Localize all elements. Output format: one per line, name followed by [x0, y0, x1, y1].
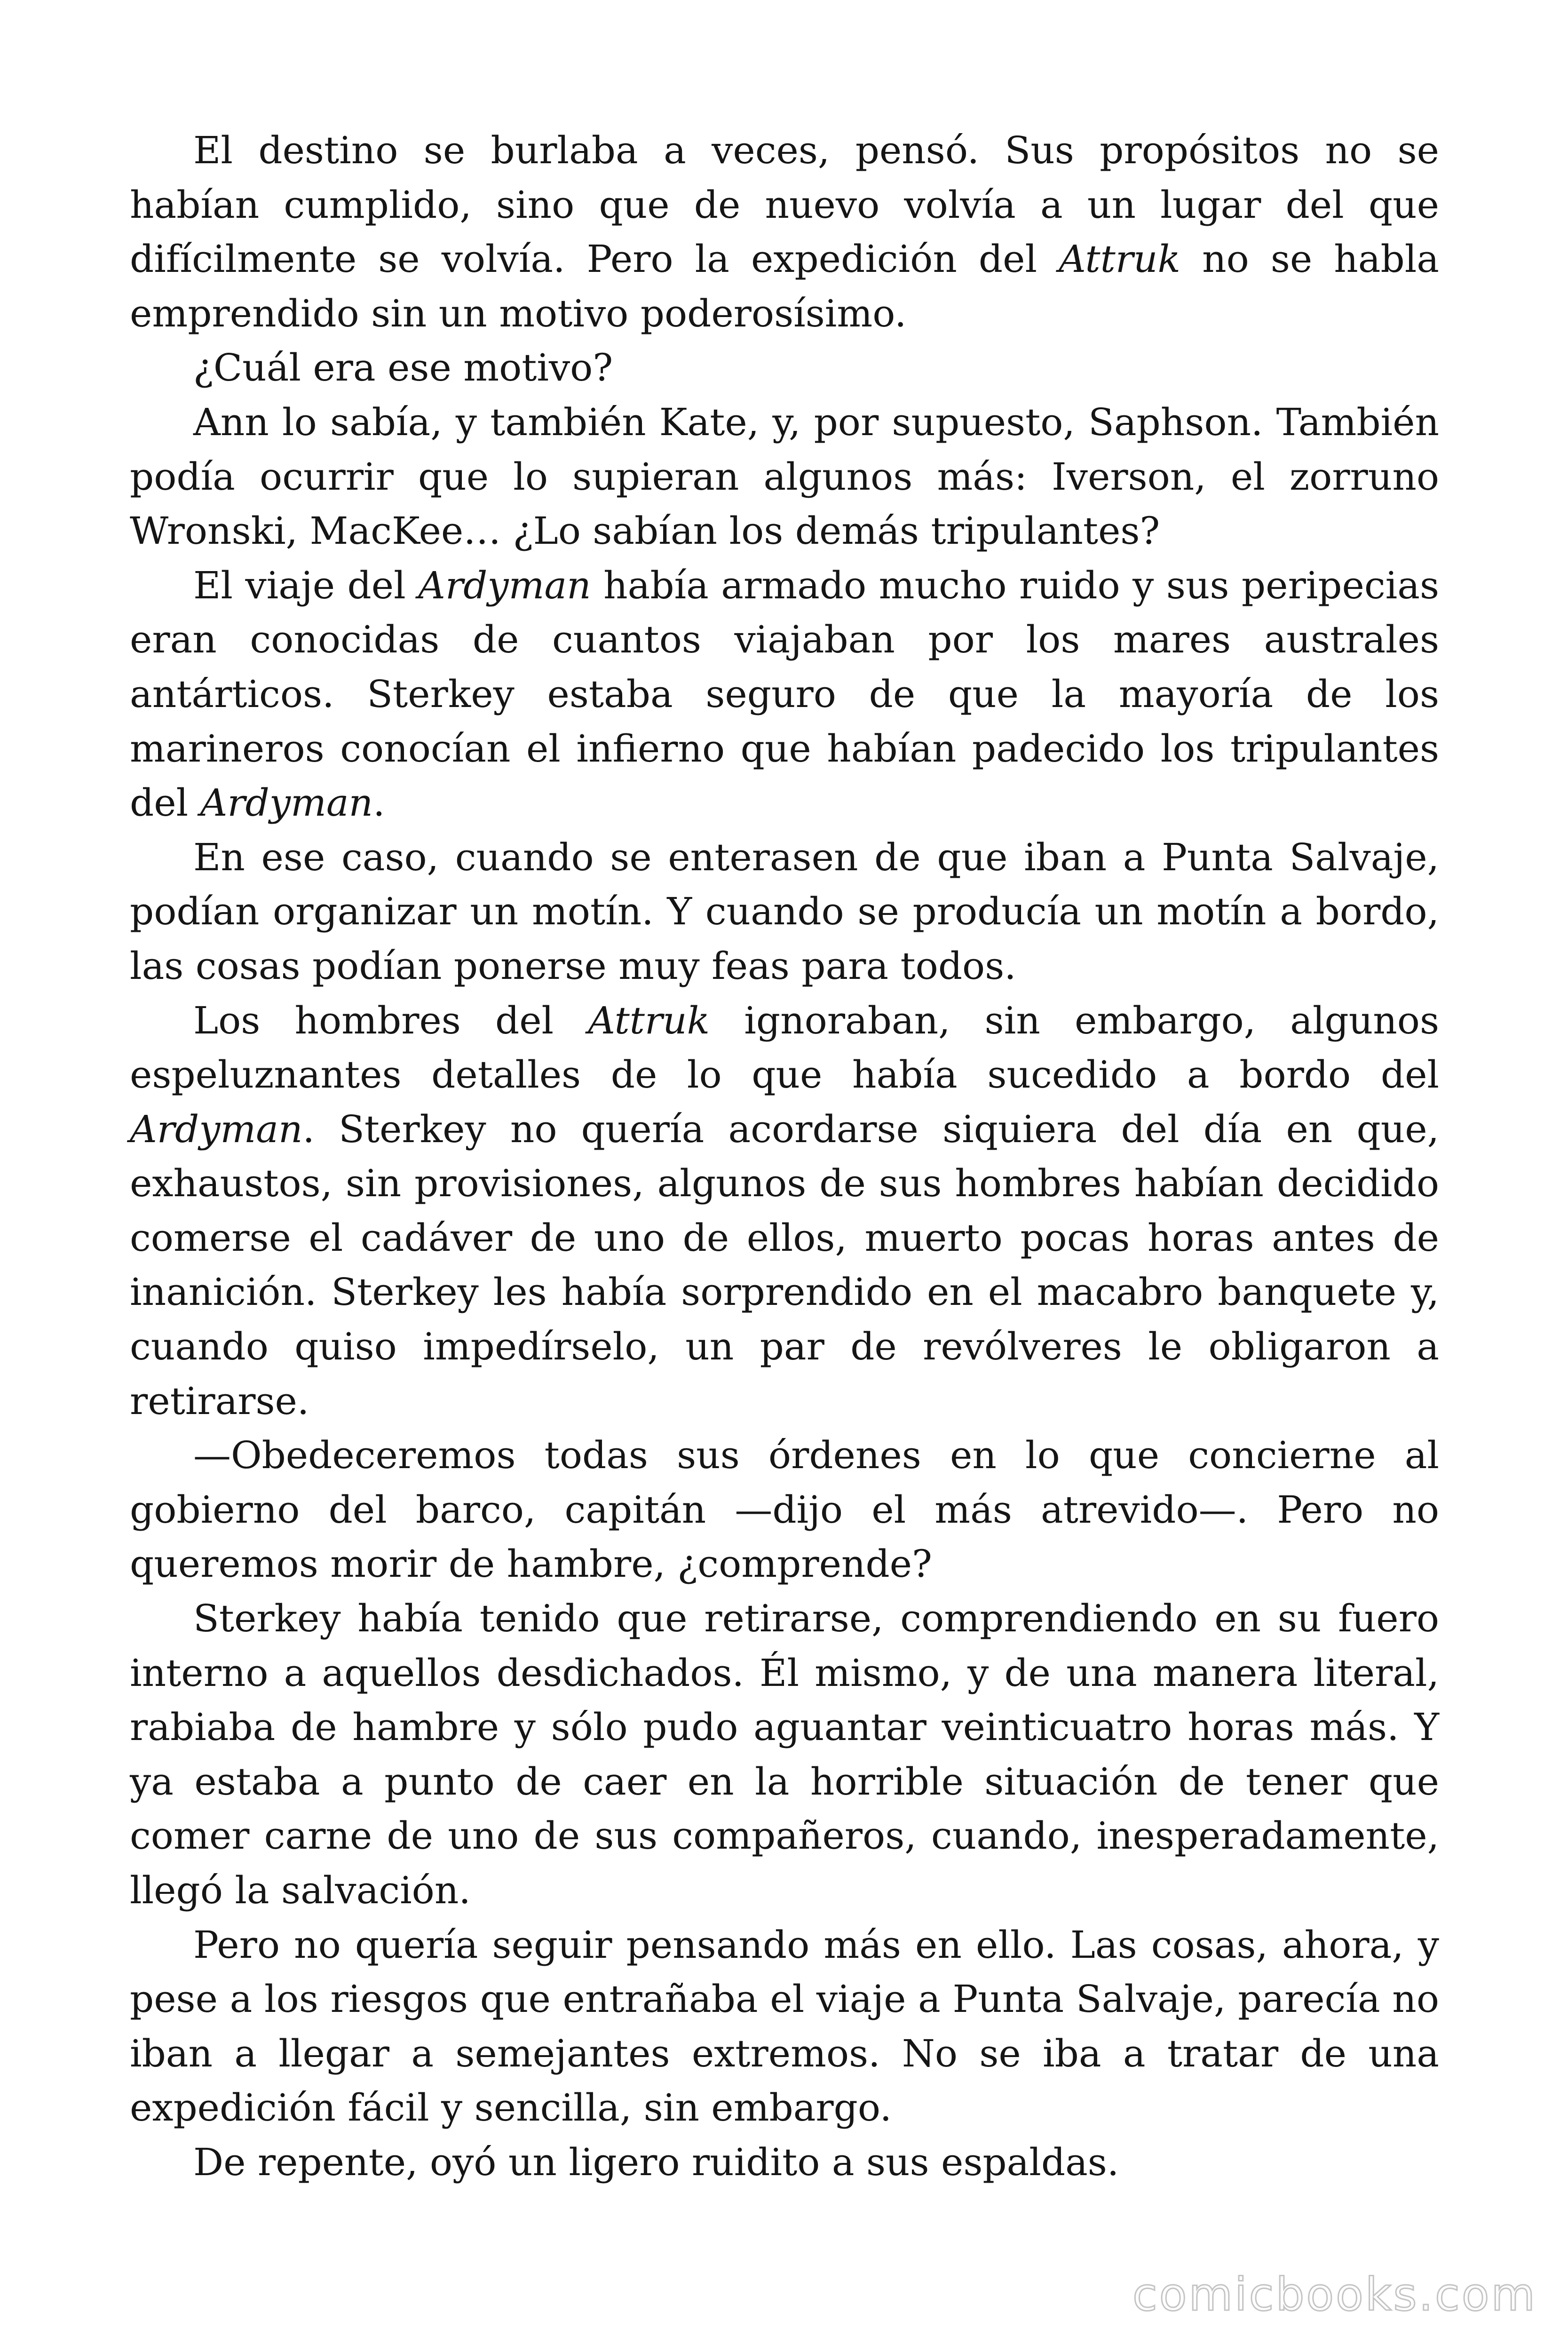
italic-text: Attruk: [588, 998, 710, 1042]
text-segment: Los hombres del: [193, 998, 588, 1042]
text-segment: —Obedeceremos todas sus órdenes en lo que concierne al gobierno del barco, capitán —dijo el más atrevido—. Pero no queremos morir de hambre, ¿comprende?: [130, 1433, 1439, 1586]
paragraph: [130, 558, 1439, 830]
paragraph: [130, 2135, 1439, 2190]
text-segment: ignoraban, sin embargo, algunos espeluznantes detalles de lo que había sucedido a bordo del: [130, 998, 1440, 1097]
text-segment: había armado mucho ruido y sus peripecias eran conocidas de cuantos viajaban por los mares australes antárticos. Sterkey estaba seguro de que la mayoría de los marineros conocían el infierno que habían padecido los tripulantes del: [130, 563, 1440, 825]
text-segment: En ese caso, cuando se enterasen de que iban a Punta Salvaje, podían organizar un motín. Y cuando se producía un motín a bordo, las cosas podían ponerse muy feas para todos.: [130, 835, 1439, 988]
text-segment: Pero no quería seguir pensando más en ello. Las cosas, ahora, y pese a los riesgos que entrañaba el viaje a Punta Salvaje, parecía no iban a llegar a semejantes extremos. No se iba a tratar de una expedición fácil y sencilla, sin embargo.: [130, 1923, 1439, 2130]
italic-text: Attruk: [1059, 237, 1181, 281]
paragraph: [130, 1918, 1439, 2135]
text-segment: no se habla emprendido sin un motivo poderosísimo.: [130, 237, 1439, 335]
text-segment: Sterkey había tenido que retirarse, comprendiendo en su fuero interno a aquellos desdichados. Él mismo, y de una manera literal, rabiaba de hambre y sólo pudo aguantar veinticuatro horas más. Y ya estaba a punto de caer en la horrible situación de tener que comer carne de uno de sus compañeros, cuando, inesperadamente, llegó la salvación.: [130, 1597, 1439, 1912]
text-segment: De repente, oyó un ligero ruidito a sus espaldas.: [193, 2140, 1119, 2184]
text-segment: Ann lo sabía, y también Kate, y, por supuesto, Saphson. También podía ocurrir que lo supieran algunos más: Iverson, el zorruno Wronski, MacKee… ¿Lo sabían los demás tripulantes?: [130, 400, 1439, 553]
paragraph: [130, 1591, 1439, 1918]
text-segment: . Sterkey no quería acordarse siquiera del día en que, exhaustos, sin provisiones, algunos de sus hombres habían decidido comerse el cadáver de uno de ellos, muerto pocas horas antes de inanición. Sterkey les había sorprendido en el macabro banquete y, cuando quiso impedírselo, un par de revólveres le obligaron a retirarse.: [130, 1107, 1439, 1423]
text-segment: .: [373, 781, 385, 825]
text-segment: ¿Cuál era ese motivo?: [193, 346, 613, 390]
text-segment: El viaje del: [193, 563, 419, 607]
paragraph: [130, 123, 1439, 341]
paragraph: [130, 1428, 1439, 1591]
paragraph: [130, 395, 1439, 558]
paragraph: [130, 341, 1439, 395]
italic-text: Ardyman: [200, 781, 373, 825]
italic-text: Ardyman: [418, 563, 591, 607]
paragraph: [130, 993, 1439, 1429]
paragraph: [130, 830, 1439, 993]
watermark-logo: comicbooks.com: [1132, 2268, 1537, 2321]
italic-text: Ardyman: [130, 1107, 303, 1151]
text-segment: El destino se burlaba a veces, pensó. Sus propósitos no se habían cumplido, sino que de nuevo volvía a un lugar del que difícilmente se volvía. Pero la expedición del: [130, 128, 1439, 281]
body-text: [130, 123, 1439, 2190]
